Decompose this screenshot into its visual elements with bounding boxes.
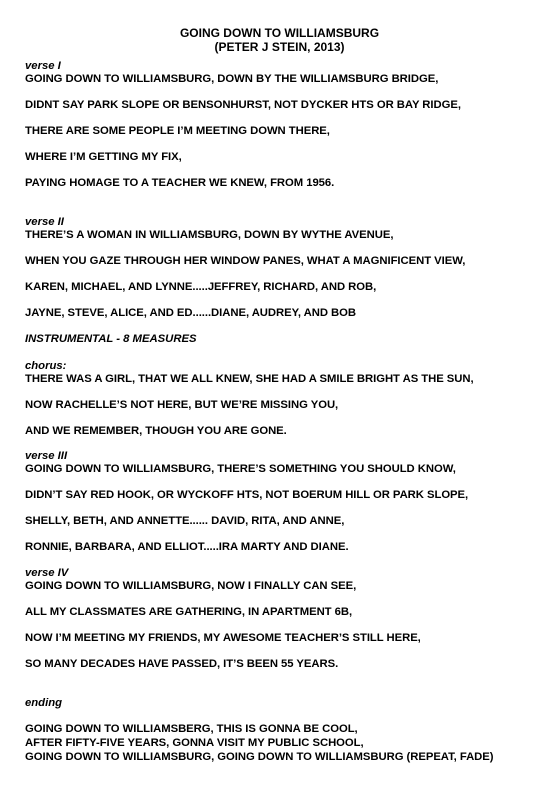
lyric-line: AFTER FIFTY-FIVE YEARS, GONNA VISIT MY PUBLIC SCHOOL,: [25, 737, 364, 749]
song-title: GOING DOWN TO WILLIAMSBURG: [179, 26, 380, 40]
lyric-line: GOING DOWN TO WILLIAMSBURG, GOING DOWN TO WILLIAMSBURG (REPEAT, FADE): [25, 751, 494, 763]
section-label-verse-1: verse I: [25, 60, 61, 72]
lyric-line: ALL MY CLASSMATES ARE GATHERING, IN APARTMENT 6B,: [25, 606, 353, 618]
section-label-instrumental: INSTRUMENTAL - 8 MEASURES: [25, 333, 197, 345]
lyric-line: WHERE I’M GETTING MY FIX,: [25, 151, 182, 163]
lyric-line: GOING DOWN TO WILLIAMSBERG, THIS IS GONNA BE COOL,: [25, 723, 358, 735]
lyric-line: THERE WAS A GIRL, THAT WE ALL KNEW, SHE HAD A SMILE BRIGHT AS THE SUN,: [25, 373, 474, 385]
section-label-verse-3: verse III: [25, 450, 68, 462]
lyric-line: AND WE REMEMBER, THOUGH YOU ARE GONE.: [25, 425, 287, 437]
lyric-line: NOW I’M MEETING MY FRIENDS, MY AWESOME TEACHER’S STILL HERE,: [25, 632, 421, 644]
lyric-line: PAYING HOMAGE TO A TEACHER WE KNEW, FROM 1956.: [25, 177, 335, 189]
lyric-line: GOING DOWN TO WILLIAMSBURG, THERE’S SOMETHING YOU SHOULD KNOW,: [25, 463, 456, 475]
lyric-line: SHELLY, BETH, AND ANNETTE...... DAVID, RITA, AND ANNE,: [25, 515, 345, 527]
lyric-line: DIDN’T SAY RED HOOK, OR WYCKOFF HTS, NOT BOERUM HILL OR PARK SLOPE,: [25, 489, 469, 501]
lyric-line: GOING DOWN TO WILLIAMSBURG, NOW I FINALLY CAN SEE,: [25, 580, 357, 592]
lyric-line: DIDNT SAY PARK SLOPE OR BENSONHURST, NOT DYCKER HTS OR BAY RIDGE,: [25, 99, 461, 111]
lyric-line: GOING DOWN TO WILLIAMSBURG, DOWN BY THE WILLIAMSBURG BRIDGE,: [25, 73, 439, 85]
lyric-line: NOW RACHELLE’S NOT HERE, BUT WE’RE MISSING YOU,: [25, 399, 339, 411]
lyric-line: KAREN, MICHAEL, AND LYNNE.....JEFFREY, RICHARD, AND ROB,: [25, 281, 377, 293]
section-label-verse-2: verse II: [25, 216, 64, 228]
lyric-line: SO MANY DECADES HAVE PASSED, IT’S BEEN 55 YEARS.: [25, 658, 339, 670]
section-label-ending: ending: [25, 697, 63, 709]
lyric-line: JAYNE, STEVE, ALICE, AND ED......DIANE, AUDREY, AND BOB: [25, 307, 356, 319]
section-label-verse-4: verse IV: [25, 567, 69, 579]
lyric-line: RONNIE, BARBARA, AND ELLIOT.....IRA MARTY AND DIANE.: [25, 541, 349, 553]
lyric-line: WHEN YOU GAZE THROUGH HER WINDOW PANES, WHAT A MAGNIFICENT VIEW,: [25, 255, 466, 267]
lyric-line: THERE ARE SOME PEOPLE I’M MEETING DOWN THERE,: [25, 125, 330, 137]
song-subtitle: (PETER J STEIN, 2013): [214, 40, 345, 54]
lyric-line: THERE’S A WOMAN IN WILLIAMSBURG, DOWN BY WYTHE AVENUE,: [25, 229, 394, 241]
section-label-chorus: chorus:: [25, 360, 67, 372]
